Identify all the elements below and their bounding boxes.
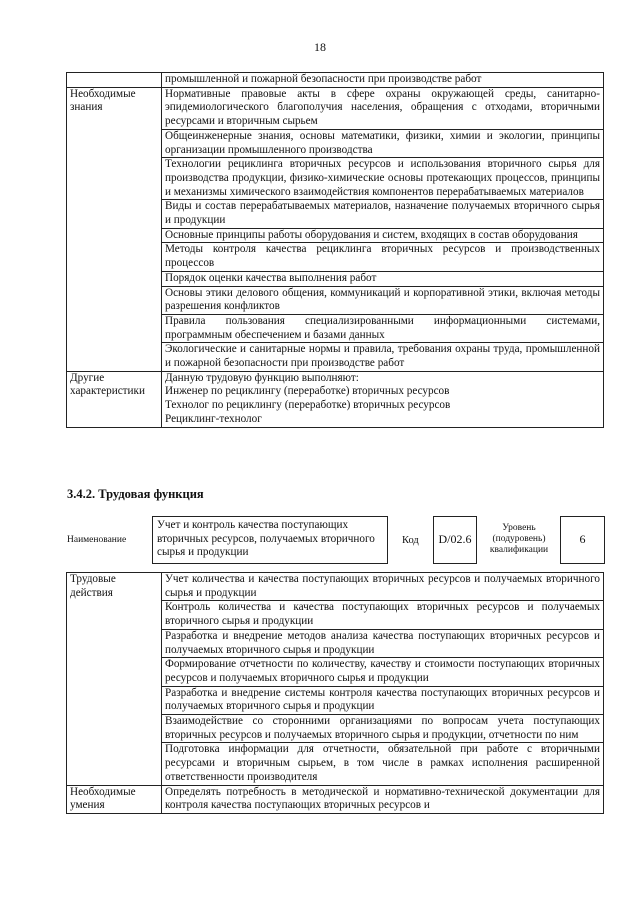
other-line: Рециклинг-технолог: [165, 412, 262, 425]
table-row: [67, 87, 604, 129]
actions-label: Трудовые действия: [67, 573, 162, 786]
action-text: Учет количества и качества поступающих вторичных ресурсов и получаемых вторичного сырья и продукции: [162, 573, 604, 601]
action-text: Разработка и внедрение системы контроля качества поступающих вторичных ресурсов и получаемых вторичного сырья и продукции: [162, 686, 604, 714]
level-label-line: Уровень: [502, 523, 536, 533]
name-label: Наименование: [67, 535, 127, 545]
level-value-box: 6: [560, 516, 605, 564]
action-text: Формирование отчетности по количеству, качеству и стоимости поступающих вторичных ресурсов и получаемых вторичного сырья и продукции: [162, 658, 604, 686]
other-line: Технолог по рециклингу (переработке) вторичных ресурсов: [165, 399, 451, 412]
table-row: [67, 573, 604, 601]
row-label: [67, 73, 162, 88]
table-row: [67, 785, 604, 813]
row-text: промышленной и пожарной безопасности при производстве работ: [162, 73, 604, 88]
level-label-line: (подуровень): [492, 534, 546, 544]
knowledge-table: [66, 72, 604, 428]
row-text: Общеинженерные знания, основы математики, физики, химии и экологии, принципы организации промышленного производства: [162, 129, 604, 157]
section-heading: 3.4.2. Трудовая функция: [67, 487, 204, 501]
table-row: [67, 371, 604, 427]
row-text: Методы контроля качества рециклинга вторичных ресурсов и производственных процессов: [162, 243, 604, 271]
row-text: Основы этики делового общения, коммуникаций и корпоративной этики, включая методы разрешения конфликтов: [162, 286, 604, 314]
row-text: Нормативные правовые акты в сфере охраны окружающей среды, санитарно-эпидемиологического благополучия населения, обращения с отходами, вторичными ресурсами и вторичным сырьем: [162, 87, 604, 129]
row-text: Основные принципы работы оборудования и систем, входящих в состав оборудования: [162, 228, 604, 243]
other-line: Инженер по рециклингу (переработке) вторичных ресурсов: [165, 385, 450, 398]
other-characteristics-text: [162, 371, 604, 427]
row-text: Правила пользования специализированными информационными системами, программным обеспечением и базами данных: [162, 314, 604, 342]
level-label-line: квалификации: [489, 545, 549, 555]
action-text: Контроль количества и качества поступающих вторичных ресурсов и получаемых вторичного сырья и продукции: [162, 601, 604, 629]
skills-label: Необходимые умения: [67, 785, 162, 813]
actions-table: [66, 572, 604, 814]
level-label: [484, 523, 554, 556]
function-name-box: Учет и контроль качества поступающих вторичных ресурсов, получаемых вторичного сырья и продукции: [152, 516, 388, 564]
action-text: Разработка и внедрение методов анализа качества поступающих вторичных ресурсов и получаемых вторичного сырья и продукции: [162, 629, 604, 657]
other-characteristics-label: Другие характеристики: [67, 371, 162, 427]
knowledge-label: Необходимые знания: [67, 87, 162, 371]
code-label: Код: [402, 535, 419, 546]
action-text: Взаимодействие со сторонними организациями по вопросам учета поступающих вторичных ресурсов и получаемых вторичного сырья и продукции, отчетности по ним: [162, 715, 604, 743]
row-text: Порядок оценки качества выполнения работ: [162, 271, 604, 286]
code-value-box: D/02.6: [433, 516, 477, 564]
skills-text: Определять потребность в методической и нормативно-технической документации для контроля качества поступающих вторичных ресурсов и: [162, 785, 604, 813]
action-text: Подготовка информации для отчетности, обязательной при работе с вторичными ресурсами и вторичным сырьем, в том числе в рамках исполнения расширенной ответственности производителя: [162, 743, 604, 785]
table-row: [67, 73, 604, 88]
other-line: Данную трудовую функцию выполняют:: [165, 371, 359, 384]
row-text: Виды и состав перерабатываемых материалов, назначение получаемых вторичного сырья и продукции: [162, 200, 604, 228]
row-text: Технологии рециклинга вторичных ресурсов и использования вторичного сырья для производства продукции, физико-химические основы протекающих процессов, принципы и механизмы химического взаимодействия компонентов перерабатываемых материалов: [162, 158, 604, 200]
page-number: 18: [314, 40, 326, 54]
row-text: Экологические и санитарные нормы и правила, требования охраны труда, промышленной и пожарной безопасности при производстве работ: [162, 343, 604, 371]
